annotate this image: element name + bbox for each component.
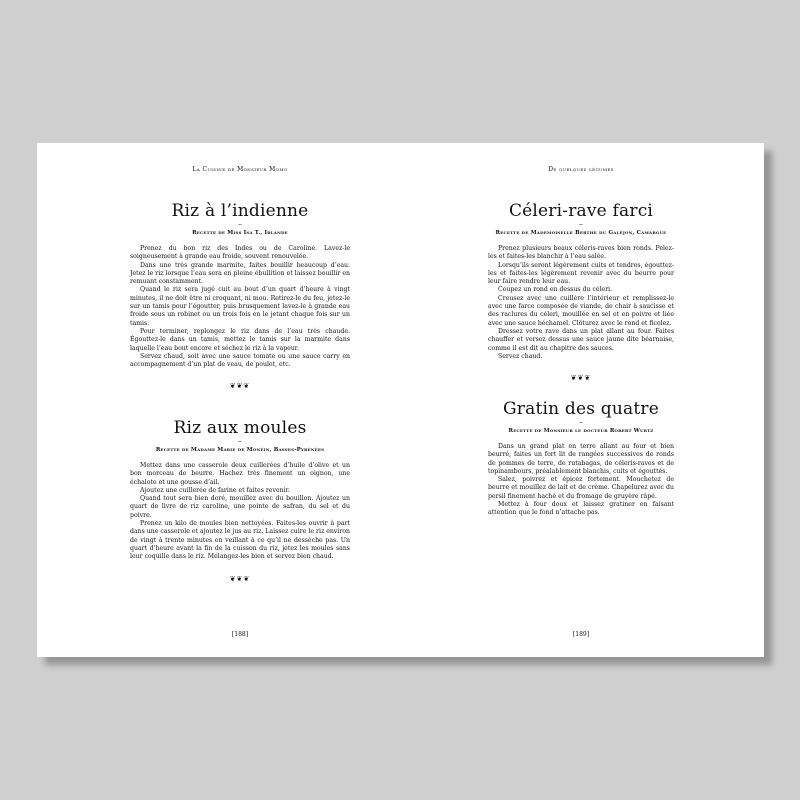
recipe-paragraph: Mettez dans une casserole deux cuillerées d’huile d’olive et un bon morceau de beurre. Hachez très finement un oignon, une échalote et une gousse d’ail. (130, 462, 350, 486)
recipe-paragraph: Salez, poivrez et épicez fortement. Mouchetez de beurre et mouillez de lait et de crème. Chapelurez avec du persil finement haché et du fromage de gruyère râpé. (488, 476, 674, 500)
recipe-source: Recette de Mademoiselle Berthe du Galéjon, Camargue (495, 230, 667, 236)
recipe-source: Recette de Monsieur le docteur Robert Wurtz (508, 428, 654, 434)
recipe-paragraph: Servez chaud, soit avec une sauce tomate ou une sauce carry en accompagnement d’un plat de veau, de poulet, etc. (130, 352, 350, 369)
title-ornament: ~ (237, 222, 243, 228)
recipe-paragraph: Lorsqu’ils seront légèrement cuits et tendres, égouttez-les et faites-les légèrement revenir avec du beurre pour leur faire rendre leur eau. (488, 261, 674, 286)
recipe-paragraph: Ajoutez une cuillerée de farine et faites revenir. (140, 486, 290, 494)
recipe-paragraph: Prenez plusieurs beaux céleris-raves bien ronds. Pelez-les et faites-les blanchir à l’eau salée. (488, 245, 674, 261)
page-number: [189] (572, 631, 590, 638)
title-ornament: ~ (237, 439, 243, 445)
page-number: [188] (231, 631, 249, 638)
running-head: La Cuisine de Monsieur Momo (192, 166, 288, 173)
end-ornament: ❦❦❦ (229, 574, 251, 583)
title-ornament: ~ (578, 222, 584, 228)
recipe-title: Riz aux moules (173, 418, 307, 438)
recipe-title: Gratin des quatre (503, 399, 659, 419)
recipe-riz-indienne (130, 201, 350, 390)
left-page (130, 143, 350, 657)
recipe-paragraph: Prenez du bon riz des Indes ou de Caroline. Lavez-le soigneusement à grande eau froide, souvent renouvelée. (130, 245, 350, 261)
recipe-source: Recette de Madame Marie de Monéin, Basses-Pyrénées (155, 447, 325, 453)
right-page (488, 143, 674, 657)
recipe-body (130, 245, 350, 369)
running-head: De quelques légumes (548, 166, 614, 173)
recipe-celeri-rave (488, 201, 674, 382)
recipe-paragraph: Dans une très grande marmite, faites bouillir beaucoup d’eau. Jetez le riz lorsque l’eau sera en pleine ébullition et laissez bouillir en remuant constamment. (130, 261, 350, 286)
recipe-body (488, 443, 674, 518)
recipe-paragraph: Mettez à four doux et laissez gratiner en faisant attention que le fond n’attache pas. (488, 501, 674, 517)
recipe-title: Céleri-rave farci (508, 201, 654, 221)
recipe-source: Recette de Miss Isa T., Irlande (192, 230, 288, 236)
recipe-riz-moules (130, 418, 350, 583)
recipe-body (488, 245, 674, 361)
recipe-body (130, 462, 350, 562)
book-spread (37, 143, 764, 657)
end-ornament: ❦❦❦ (570, 374, 592, 383)
end-ornament: ❦❦❦ (229, 382, 251, 391)
recipe-paragraph: Servez chaud. (498, 352, 543, 360)
recipe-paragraph: Quand tout sera bien doré, mouillez avec du bouillon. Ajoutez un quart de livre de riz caroline, une pointe de safran, du sel et du poivre. (130, 495, 350, 519)
title-ornament: ~ (578, 420, 584, 426)
recipe-paragraph: Quand le riz sera jugé cuit au bout d’un quart d’heure à vingt minutes, il ne doit être ni croquant, ni mou. Retirez-le du feu, jetez-le sur un tamis pour l’égoutter, puis brusquement lavez-le à grande eau froide sous un robinet ou un trois fois en le jetant chaque fois sur un tamis. (130, 286, 350, 327)
recipe-paragraph: Dressez votre rave dans un plat allant au four. Faites chauffer et versez dessus une sauce jaune dite béarnaise, comme il est dit au chapitre des sauces. (488, 327, 674, 352)
recipe-paragraph: Dans un grand plat en terre allant au four et bien beurré, faites un fort lit de rangées successives de ronds de pommes de terre, de rutabagas, de céleris-raves et de topinambours, préalablement blanchis, cuits et égouttés. (488, 443, 674, 475)
recipe-paragraph: Prenez un kilo de moules bien nettoyées. Faites-les ouvrir à part dans une casserole et ajoutez le jus au riz. Laissez cuire le riz environ de vingt à trente minutes en veillant à ce qu’il ne dessèche pas. Un quart d’heure avant la fin de la cuisson du riz, jetez les moules sans leur coquille dans le riz. Mélangez-les bien et servez bien chaud. (130, 520, 350, 561)
recipe-paragraph: Coupez un rond en dessus du céleri. (498, 286, 613, 294)
recipe-title: Riz à l’indienne (171, 201, 309, 221)
recipe-paragraph: Pour terminer, replongez le riz dans de l’eau très chaude. Égouttez-le dans un tamis, mettez le tamis sur la marmite dans laquelle l’eau bout encore et séchez le riz à la vapeur. (130, 327, 350, 352)
recipe-gratin-quatre (488, 399, 674, 518)
recipe-paragraph: Creusez avec une cuillère l’intérieur et remplissez-le avec une farce composée de viande, de chair à saucisse et des raclures du céleri, mouillée en sel et en poivre et liée avec une sauce béchamel. Clôturez avec le rond et ficelez. (488, 294, 674, 327)
